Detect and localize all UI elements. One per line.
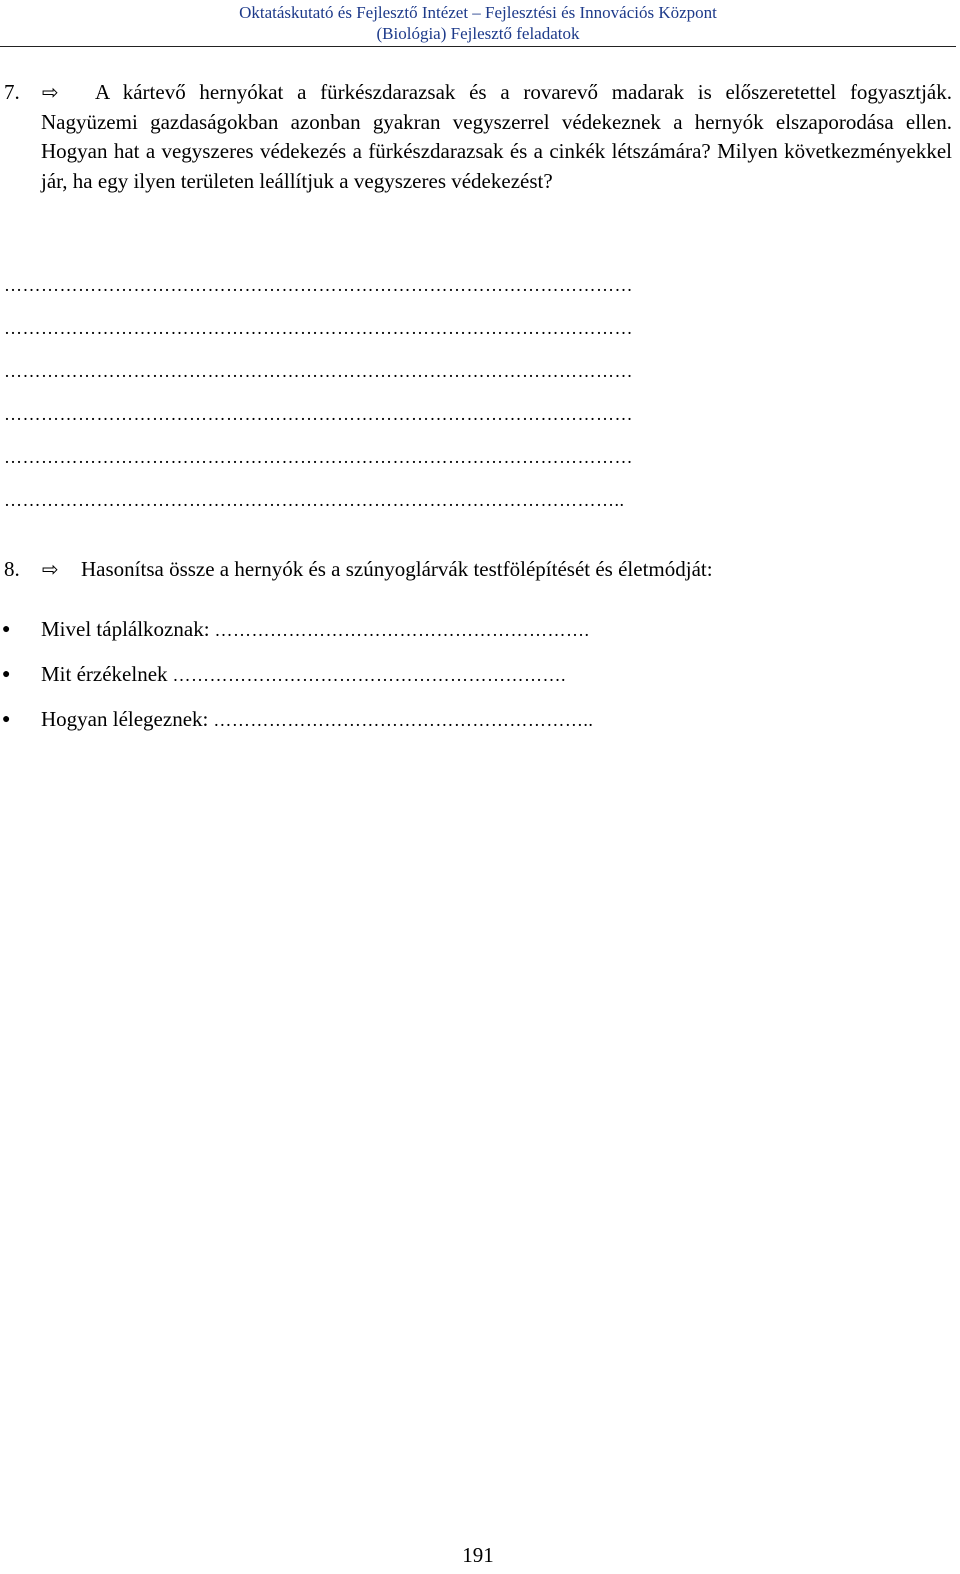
bullet-icon: ● [2,667,11,682]
list-item [41,660,566,690]
answer-line[interactable]: ………………………………………………………………………………………… [4,404,633,424]
header-subject: (Biológia) Fejlesztő feladatok [376,24,580,43]
list-item [41,615,590,645]
bullet-icon: ● [2,622,11,637]
question-7-text [41,78,952,196]
question-7-body: A kártevő hernyókat a fürkészdarazsak és a rovarevő madarak is előszeretettel fogyasztják. Nagyüzemi gazdaságokban azonban gyakran vegyszerrel védekeznek a hernyók elszaporodása ellen. Hogyan hat a vegyszeres védekezés a fürkészdarazsak és a cinkék létszámára? Milyen következményekkel jár, ha egy ilyen területen leállítjuk a vegyszeres védekezést? [41,80,952,193]
answer-blank[interactable]: ………………………………………………………. [167,665,567,685]
answer-line[interactable]: ……………………………………………………………………………………….. [4,490,625,510]
answer-blank[interactable]: ……………………………………………………. [209,620,590,640]
right-arrow-outline-icon: ⇨ [42,80,59,104]
question-7-number: 7. [4,80,20,104]
question-8-number: 8. [4,557,20,581]
header-institute: Oktatáskutató és Fejlesztő Intézet – Fejlesztési és Innovációs Központ [239,3,717,22]
answer-blank[interactable]: …………………………………………………….. [208,710,594,730]
list-item-label: Mit érzékelnek [41,662,168,686]
list-item-label: Hogyan lélegeznek: [41,707,209,731]
answer-line[interactable]: ………………………………………………………………………………………… [4,275,633,295]
header-divider [0,46,956,47]
bullet-icon: ● [2,712,11,727]
list-item-label: Mivel táplálkoznak: [41,617,210,641]
right-arrow-outline-icon: ⇨ [42,557,59,581]
answer-line[interactable]: ………………………………………………………………………………………… [4,361,633,381]
list-item [41,705,593,735]
page-number: 191 [462,1543,494,1567]
answer-line[interactable]: ………………………………………………………………………………………… [4,447,633,467]
question-8-text: Hasonítsa össze a hernyók és a szúnyoglárvák testfölépítését és életmódját: [81,557,713,581]
answer-line[interactable]: ………………………………………………………………………………………… [4,318,633,338]
